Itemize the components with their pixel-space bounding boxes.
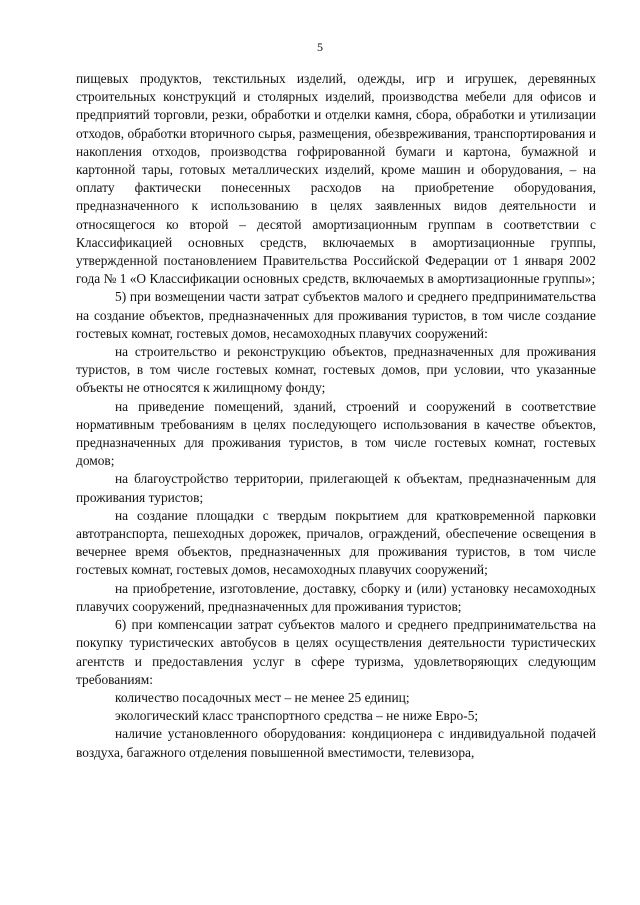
- body-text: [76, 70, 596, 762]
- paragraph-seats-requirement: количество посадочных мест – не менее 25 единиц;: [115, 689, 410, 705]
- paragraph-floating-structures: на приобретение, изготовление, доставку, сборку и (или) установку несамоходных плавучих сооружений, предназначенных для проживания туристов;: [76, 580, 596, 614]
- paragraph-premises: на приведение помещений, зданий, строений и сооружений в соответствие нормативным требованиям в целях последующего использования в качестве объектов, предназначенных для проживания туристов, в том числе гостевых комнат, гостевых домов;: [76, 398, 596, 469]
- paragraph-parking: на создание площадки с твердым покрытием для кратковременной парковки автотранспорта, пешеходных дорожек, причалов, ограждений, обеспечение освещения в вечернее время объектов, предназначенных для проживания туристов, в том числе гостевых комнат, гостевых домов, несамоходных плавучих сооружений;: [76, 507, 596, 578]
- paragraph-item-6: 6) при компенсации затрат субъектов малого и среднего предпринимательства на покупку туристических автобусов в целях осуществления деятельности туристических агентств и предоставления услуг в сфере туризма, удовлетворяющих следующим требованиям:: [76, 617, 596, 687]
- paragraph-landscaping: на благоустройство территории, прилегающей к объектам, предназначенным для проживания туристов;: [76, 471, 596, 505]
- paragraph-item-5: 5) при возмещении части затрат субъектов малого и среднего предпринимательства на создание объектов, предназначенных для проживания туристов, в том числе создание гостевых комнат, гостевых домов, несамоходных плавучих сооружений:: [76, 289, 596, 341]
- paragraph-equipment-requirement: наличие установленного оборудования: кондиционера с индивидуальной подачей воздуха, багажного отделения повышенной вместимости, телевизора,: [76, 726, 596, 760]
- paragraph-construction: на строительство и реконструкцию объектов, предназначенных для проживания туристов, в том числе гостевых комнат, гостевых домов, при условии, что указанные объекты не относятся к жилищному фонду;: [76, 344, 596, 396]
- page-number: 5: [317, 40, 323, 54]
- paragraph-continuation: пищевых продуктов, текстильных изделий, одежды, игр и игрушек, деревянных строительных конструкций и столярных изделий, производства мебели для офисов и предприятий торговли, резки, обработки и отделки камня, сбора, обработки и утилизации отходов, обработки вторичного сырья, размещения, обезвреживания, транспортирования и накопления отходов, производства гофрированной бумаги и картона, бумажной и картонной тары, готовых металлических изделий, кроме машин и оборудования, – на оплату фактически понесенных расходов на приобретение оборудования, предназначенного к использованию в целях заявленных видов деятельности и относящегося ко второй – десятой амортизационным группам в соответствии с Классификацией основных средств, включаемых в амортизационные группы, утвержденной постановлением Правительства Российской Федерации от 1 января 2002 года № 1 «О Классификации основных средств, включаемых в амортизационные группы»;: [76, 71, 596, 287]
- paragraph-eco-class-requirement: экологический класс транспортного средства – не ниже Евро-5;: [115, 708, 479, 724]
